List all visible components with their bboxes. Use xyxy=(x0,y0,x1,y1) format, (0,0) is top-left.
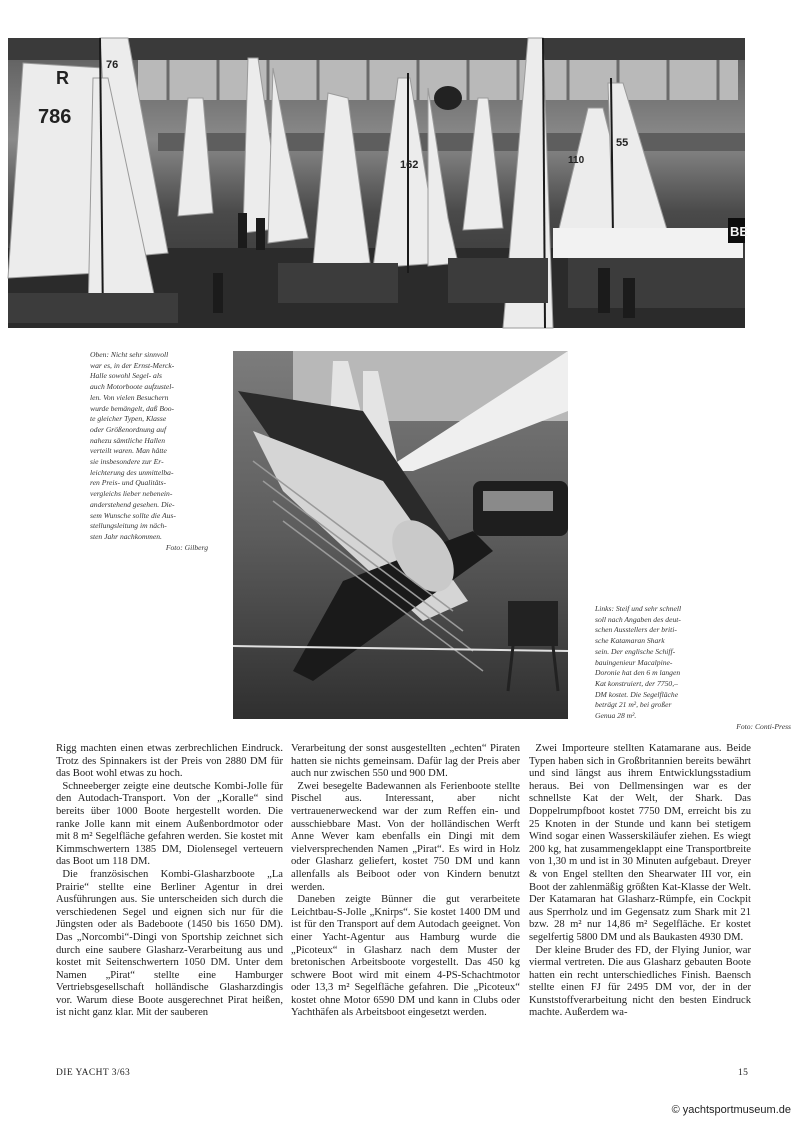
caption-line: nahezu sämtliche Hallen xyxy=(90,435,166,445)
caption-line: Halle sowohl Segel- als xyxy=(90,371,162,381)
caption-line: sein. Der englische Schiff- xyxy=(595,646,676,656)
article-paragraph: Verarbeitung der sonst ausgestellten „echten“ Piraten hatten sie nichts gemeinsam. Dafür lag der Preis aber auch nur zwischen 550 und 900 DM. xyxy=(291,743,520,780)
sign-text: BE xyxy=(730,224,749,239)
page-number: 15 xyxy=(738,1068,749,1078)
caption-line: vergleichs lieber nebenein- xyxy=(90,489,173,499)
caption-line: sie insbesondere zur Er- xyxy=(90,457,164,467)
caption-line: ren Preis- und Qualitäts- xyxy=(90,478,167,488)
caption-line: sche Katamaran Shark xyxy=(595,636,665,646)
caption-line: Genua 28 m². xyxy=(595,711,637,721)
article-paragraph: Zwei besegelte Badewannen als Ferienboote stellte Pischel aus. Interessant, aber nicht vertrauenerweckend war der zum Reffen ein- und ausschiebbare Mast. Von der holländischen Werft Anne Wever kam ebenfalls ein Dingi mit dem vielversprechenden Namen „Pirat“. Es wird in Holz oder Glasharz geliefert, kostet 750 DM und kann allenfalls als Beiboot oder von Kindern benutzt werden. xyxy=(291,780,520,893)
caption-line: beträgt 21 m², bei großer xyxy=(595,700,672,710)
photo-credit: Foto: Conti-Press xyxy=(736,721,791,731)
caption-line: verteilt waren. Man hätte xyxy=(90,446,167,456)
sail-number-55: 55 xyxy=(616,137,629,149)
article-paragraph: Daneben zeigte Bünner die gut verarbeitete Leichtbau-S-Jolle „Knirps“. Sie kostet 1400 DM und ist für den Transport auf dem Autodach geeignet. Von einer Yacht-Agentur aus Hamburg wurde die „Picoteux“ in Glasharz nach dem Muster der bretonischen Arbeitsboote vorgestellt. Das 450 kg schwere Boot wird mit einem 4-PS-Schachtmotor oder 13,3 m² Segelfläche gefahren. Die „Picoteux“ kostet ohne Motor 6590 DM und kann in Clubs oder Yachthäfen als Arbeitsboot eingesetzt werden. xyxy=(291,894,520,1019)
catamaran-photo-caption xyxy=(595,604,791,732)
watermark: © yachtsportmuseum.de xyxy=(671,1104,791,1116)
caption-line: Links: Steif und sehr schnell xyxy=(595,604,682,613)
article-column-2 xyxy=(291,743,520,1020)
caption-line: anderstehend gesehen. Die- xyxy=(90,499,175,509)
caption-line: soll nach Angaben des deut- xyxy=(595,614,681,624)
caption-line: Oben: Nicht sehr sinnvoll xyxy=(90,350,169,359)
article-paragraph: Rigg machten einen etwas zerbrechlichen Eindruck. Trotz des Spinnakers ist der Preis von 2880 DM für das Boot wohl etwas zu hoch. xyxy=(56,743,283,780)
top-photo-caption xyxy=(90,350,208,553)
sail-number-76: 76 xyxy=(106,59,119,71)
boat-hall-photo xyxy=(8,38,749,328)
caption-line: auch Motorboote aufzustel- xyxy=(90,382,174,392)
caption-line: sten Jahr nachkommen. xyxy=(90,531,162,541)
caption-line: Kat konstruiert, der 7750,– xyxy=(595,678,678,688)
article-paragraph: Die französischen Kombi-Glasharzboote „La Prairie“ stellte eine Berliner Agentur in drei Ausführungen aus. Sie unterscheiden sich durch die verschiedenen Segel und eignen sich nur für die Jüngsten oder als Badeboote (1450 bis 1650 DM). Das „Norcombi“-Dingi von Sportship zeichnet sich durch eine saubere Glasharz-Verarbeitung aus und kostet mit Seitenschwertern 1050 DM. Unter dem Namen „Pirat“ stellte eine Hamburger Vertriebsgesellschaft holländische Glasharzdingis vor. Warum diese Boote ausgerechnet Pirat heißen, ist nicht ganz klar. Mit der sauberen xyxy=(56,868,283,1019)
caption-line: war es, in der Ernst-Merck- xyxy=(90,360,175,370)
caption-line: stellungsleitung im näch- xyxy=(90,521,167,531)
caption-line: schen Ausstellers der briti- xyxy=(595,625,677,635)
photo-credit: Foto: Gilberg xyxy=(165,542,208,552)
sail-letter-r: R xyxy=(56,68,69,88)
catamaran-photo xyxy=(233,351,568,719)
caption-line: leichterung des unmittelba- xyxy=(90,467,174,477)
magazine-issue: DIE YACHT 3/63 xyxy=(56,1068,131,1078)
caption-line: bauingenieur Macalpine- xyxy=(595,657,673,667)
article-column-3 xyxy=(529,743,751,1020)
article-paragraph: Schneeberger zeigte eine deutsche Kombi-Jolle für den Autodach-Transport. Von der „Koralle“ sind bereits über 1000 Boote hergestellt worden. Die ranke Jolle kann mit einem Außenbordmotor oder mit 8 m² Segelfläche gefahren werden. Sie kostet mit Kimmschwertern 1385 DM, Diolensegel verteuern das Boot um 118 DM. xyxy=(56,780,283,868)
caption-line: DM kostet. Die Segelfläche xyxy=(595,689,679,699)
caption-line: te gleicher Typen, Klasse xyxy=(90,414,167,424)
caption-line: oder Größenordnung auf xyxy=(90,424,167,434)
sail-number-786: 786 xyxy=(38,106,72,128)
caption-line: len. Von vielen Besuchern xyxy=(90,392,169,402)
article-column-1 xyxy=(56,743,283,1020)
caption-line: Doronie hat den 6 m langen xyxy=(595,668,681,678)
article-paragraph: Zwei Importeure stellten Katamarane aus. Beide Typen haben sich in Großbritannien bereits bewährt und sind längst aus ihrem Entwicklungsstadium heraus. Bei von Dellmensingen war es der schnellste Kat der Welt, der Shark. Das Doppelrumpfboot kostet 7750 DM, erreicht bis zu 25 Knoten in der Stunde und kann bei stetigem Wind sogar einen Wasserskiläufer ziehen. Es wiegt 200 kg, hat zusammengeklappt eine Transportbreite von 1,30 m und ist in 30 Minuten aufgebaut. Dreyer & von Engel stellten den Shearwater III vor, ein Boot der zahlenmäßig größten Kat-Klasse der Welt. Der Katamaran hat Glasharz-Rümpfe, ein Cockpit aus Sperrholz und im Gegensatz zum Shark mit 21 bzw. 28 m² nur 14,86 m² Segelfläche. Er kostet segelfertig 5800 DM und als Baukasten 4930 DM. xyxy=(529,743,751,943)
caption-line: wurde bemängelt, daß Boo- xyxy=(90,403,175,413)
article-paragraph: Der kleine Bruder des FD, der Flying Junior, war viermal vertreten. Die aus Glasharz gebauten Boote hatten ein recht unterschiedliches Finish. Baensch stellte einen FJ für 2495 DM vor, der in der Kunststoffverarbeitung nicht den besten Eindruck machte. Außerdem wa- xyxy=(529,944,751,1019)
caption-line: sem Wunsche sollte die Aus- xyxy=(90,510,176,520)
sail-number-162: 162 xyxy=(400,159,419,171)
sail-number-110: 110 xyxy=(568,155,585,166)
